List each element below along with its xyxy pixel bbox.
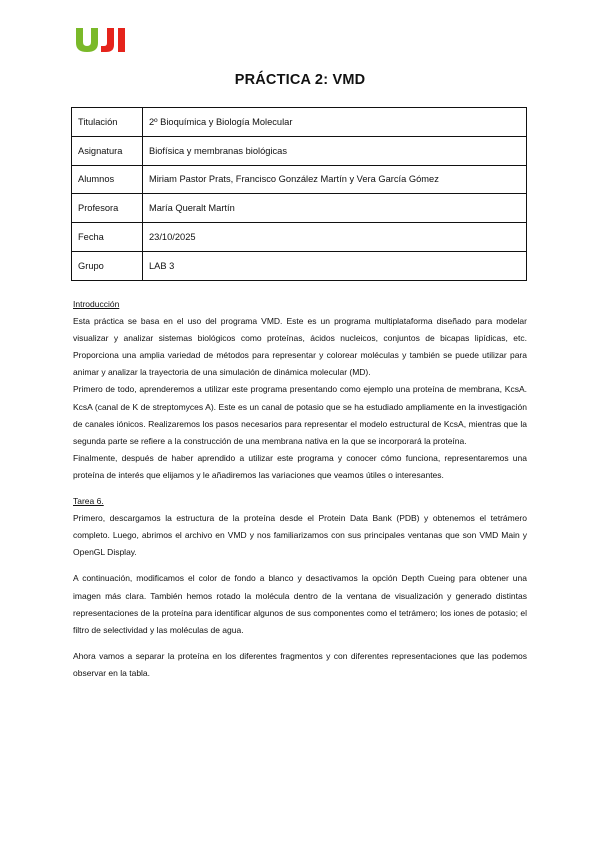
task6-heading: Tarea 6. — [73, 496, 104, 507]
row-label: Fecha — [72, 223, 143, 252]
table-row — [72, 194, 527, 223]
logo-letter-i — [118, 28, 125, 52]
row-label: Alumnos — [72, 165, 143, 194]
task6-paragraph-3: Ahora vamos a separar la proteína en los diferentes fragmentos y con diferentes representaciones que las podemos observar en la tabla. — [73, 650, 527, 678]
intro-paragraph-2: Primero de todo, aprenderemos a utilizar este programa presentando como ejemplo una proteína de membrana, KcsA. KcsA (canal de K de streptomyces A). Este es un canal de potasio que se ha estudiado ampliamente en la investigación de canales iónicos. Realizaremos los pasos necesarios para representar el modelo estructural de KcsA, mientras que la segunda parte se refiere a la construcción de una membrana nativa en la que se incorporará la proteína. — [73, 384, 527, 446]
intro-paragraph-3: Finalmente, después de haber aprendido a utilizar este programa y conocer cómo funciona, representaremos una proteína de interés que elijamos y le añadiremos las variaciones que veamos útiles o interesantes. — [73, 452, 527, 480]
row-value: 23/10/2025 — [143, 223, 527, 252]
row-label: Grupo — [72, 251, 143, 280]
table-row — [72, 165, 527, 194]
row-label: Titulación — [72, 108, 143, 137]
spacer — [73, 561, 527, 570]
spacer — [73, 484, 527, 493]
row-label: Profesora — [72, 194, 143, 223]
task6-paragraph-1: Primero, descargamos la estructura de la proteína desde el Protein Data Bank (PDB) y obtenemos el tetrámero completo. Luego, abrimos el archivo en VMD y nos familiarizamos con sus principales ventanas que son VMD Main y OpenGL Display. — [73, 513, 527, 558]
intro-paragraph-1: Esta práctica se basa en el uso del programa VMD. Este es un programa multiplataforma diseñado para modelar visualizar y analizar sistemas biológicos como proteínas, ácidos nucleicos, conjuntos de bicapas lipídicas, etc. Proporciona una amplia variedad de métodos para representar y colorear moléculas y también se puede utilizar para animar y analizar la trayectoria de una simulación de dinámica molecular (MD). — [73, 316, 527, 378]
uji-logo — [74, 24, 134, 54]
row-value: Miriam Pastor Prats, Francisco González Martín y Vera García Gómez — [143, 165, 527, 194]
table-row — [72, 251, 527, 280]
document-body — [73, 296, 527, 682]
row-value: LAB 3 — [143, 251, 527, 280]
row-value: 2º Bioquímica y Biología Molecular — [143, 108, 527, 137]
table-row — [72, 136, 527, 165]
intro-heading: Introducción — [73, 299, 120, 309]
row-label: Asignatura — [72, 136, 143, 165]
row-value: María Queralt Martín — [143, 194, 527, 223]
info-table — [71, 107, 527, 281]
table-row — [72, 223, 527, 252]
task6-paragraph-2: A continuación, modificamos el color de fondo a blanco y desactivamos la opción Depth Cueing para obtener una imagen más clara. También hemos rotado la molécula dentro de la ventana de visualización y generado distintas representaciones de la proteína para identificar algunos de sus componentes como el tetrámero; los iones de potasio; el filtro de selectividad y las moléculas de agua. — [73, 573, 527, 635]
spacer — [73, 639, 527, 648]
row-value: Biofísica y membranas biológicas — [143, 136, 527, 165]
logo-letter-u — [76, 28, 98, 52]
logo-letter-j — [101, 28, 114, 52]
page-title: PRÁCTICA 2: VMD — [234, 72, 366, 88]
table-row — [72, 108, 527, 137]
